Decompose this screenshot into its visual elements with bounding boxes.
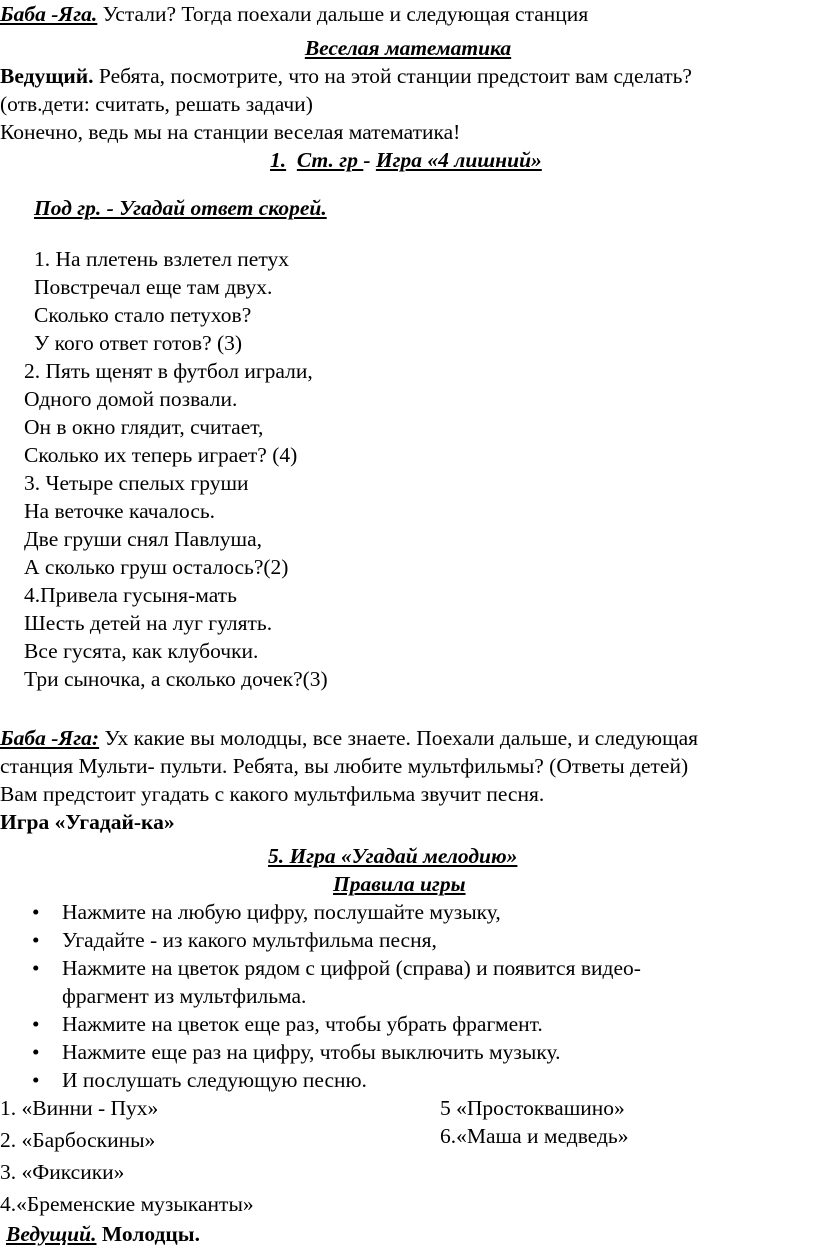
closing-text: Молодцы. [96, 1222, 200, 1246]
host-question-text: Ребята, посмотрите, что на этой станции предстоит вам сделать? [93, 64, 692, 88]
bullet-icon: • [32, 928, 40, 952]
game2-heading: Под гр. - Угадай ответ скорей. [34, 196, 327, 220]
game1-dash: - [363, 148, 376, 172]
game-guess-heading: Игра «Угадай-ка» [0, 810, 175, 834]
song-item: 2. «Барбоскины» [0, 1128, 156, 1152]
riddle-line: А сколько груш осталось?(2) [24, 555, 289, 579]
yaga2-text: Ух какие вы молодцы, все знаете. Поехали дальше, и следующая [99, 726, 699, 750]
riddle-line: Сколько их теперь играет? (4) [24, 443, 298, 467]
station1-title: Веселая математика [304, 36, 512, 60]
riddle-line: 1. На плетень взлетел петух [34, 247, 289, 271]
children-answer: (отв.дети: считать, решать задачи) [0, 92, 313, 116]
bullet-icon: • [32, 956, 40, 980]
rule-text: Нажмите на любую цифру, послушайте музыку, [62, 900, 501, 924]
riddle-line: 4.Привела гусыня-мать [24, 583, 237, 607]
intro-text: Устали? Тогда поехали дальше и следующая станция [97, 2, 589, 26]
yaga2-line1 [0, 724, 698, 752]
speaker-host: Ведущий. [0, 64, 94, 88]
rule-continuation: фрагмент из мультфильма. [62, 984, 307, 1008]
riddle-line: У кого ответ готов? (3) [34, 331, 243, 355]
rule-text: И послушать следующую песню. [62, 1068, 367, 1092]
bullet-icon: • [32, 900, 40, 924]
list-item [0, 1066, 367, 1094]
riddle-line: Три сыночка, а сколько дочек?(3) [24, 667, 328, 691]
yaga2-line2: станция Мульти- пульти. Ребята, вы любите мультфильмы? (Ответы детей) [0, 754, 689, 778]
list-item [0, 954, 641, 982]
rules-title: Правила игры [333, 872, 466, 896]
rule-text: Нажмите на цветок рядом с цифрой (справа) и появится видео- [62, 956, 641, 980]
song-item: 3. «Фиксики» [0, 1160, 125, 1184]
rule-text: Угадайте - из какого мультфильма песня, [62, 928, 437, 952]
list-item [0, 926, 437, 954]
riddle-line: Одного домой позвали. [24, 387, 238, 411]
speaker-baba-yaga: Баба -Яга. [0, 2, 98, 26]
game1-group: Ст. гр [296, 148, 364, 172]
host-question [0, 62, 692, 90]
yaga2-line3: Вам предстоит угадать с какого мультфильма звучит песня. [0, 782, 545, 806]
riddle-line: Повстречал еще там двух. [34, 275, 273, 299]
riddle-line: Все гусята, как клубочки. [24, 639, 259, 663]
song-item: 6.«Маша и медведь» [440, 1124, 629, 1148]
list-item [0, 1038, 560, 1066]
game5-title: 5. Игра «Угадай мелодию» [268, 844, 518, 868]
rule-text: Нажмите еще раз на цифру, чтобы выключить музыку. [62, 1040, 561, 1064]
game1-title: Игра «4 лишний» [375, 148, 542, 172]
list-item [0, 898, 501, 926]
bullet-icon: • [32, 1068, 40, 1092]
riddle-line: Он в окно глядит, считает, [24, 415, 264, 439]
song-item: 5 «Простоквашино» [440, 1096, 625, 1120]
rule-text: Нажмите на цветок еще раз, чтобы убрать фрагмент. [62, 1012, 543, 1036]
intro-line [0, 0, 588, 28]
bullet-icon: • [32, 1040, 40, 1064]
song-item: 4.«Бременские музыканты» [0, 1192, 254, 1216]
bullet-icon: • [32, 1012, 40, 1036]
speaker-baba-yaga: Баба -Яга: [0, 726, 100, 750]
song-item: 1. «Винни - Пух» [0, 1096, 159, 1120]
speaker-host: Ведущий. [6, 1222, 97, 1246]
riddle-line: 3. Четыре спелых груши [24, 471, 249, 495]
closing-line [6, 1220, 200, 1248]
host-followup: Конечно, ведь мы на станции веселая математика! [0, 120, 461, 144]
riddle-line: Шесть детей на луг гулять. [24, 611, 273, 635]
riddle-line: Сколько стало петухов? [34, 303, 252, 327]
riddle-line: На веточке качалось. [24, 499, 216, 523]
game1-heading [270, 146, 542, 174]
riddle-line: 2. Пять щенят в футбол играли, [24, 359, 313, 383]
list-item [0, 1010, 543, 1038]
riddle-line: Две груши снял Павлуша, [24, 527, 263, 551]
game1-num: 1. [270, 148, 287, 172]
